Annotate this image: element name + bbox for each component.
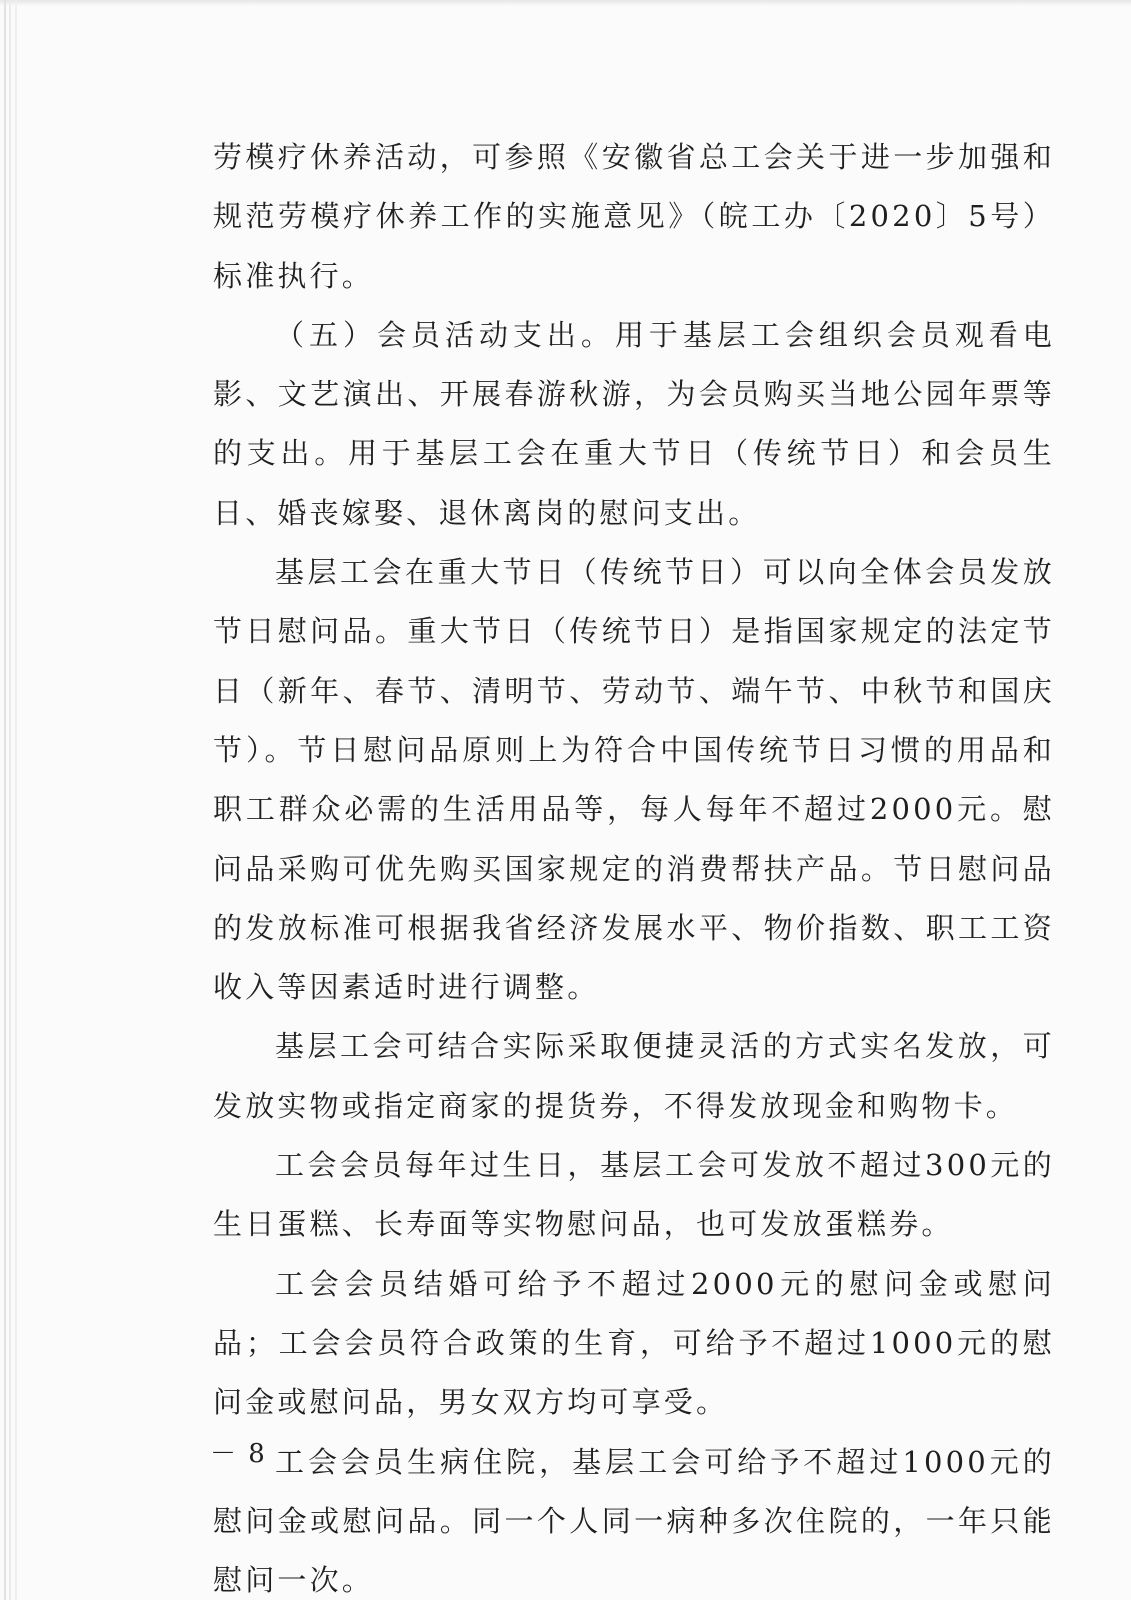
sheet-edge: [9, 0, 11, 1600]
paragraph: 工会会员每年过生日，基层工会可发放不超过300元的生日蛋糕、长寿面等实物慰问品，也可发放蛋糕券。: [213, 1148, 1055, 1242]
page-top-shadow: [0, 0, 1131, 6]
paragraph: 劳模疗休养活动，可参照《安徽省总工会关于进一步加强和规范劳模疗休养工作的实施意见》（皖工办〔2020〕5号）标准执行。: [213, 140, 1055, 293]
page-number: － 8 －: [210, 1439, 306, 1469]
paragraph: 工会会员结婚可给予不超过2000元的慰问金或慰问品；工会会员符合政策的生育，可给予不超过1000元的慰问金或慰问品，男女双方均可享受。: [213, 1266, 1055, 1420]
paragraph: 基层工会可结合实际采取便捷灵活的方式实名发放，可发放实物或指定商家的提货券，不得发放现金和购物卡。: [213, 1029, 1055, 1123]
sheet-edge: [15, 0, 17, 1600]
body-text: [213, 128, 1055, 1600]
paragraph: 基层工会在重大节日（传统节日）可以向全体会员发放节日慰问品。重大节日（传统节日）是指国家规定的法定节日（新年、春节、清明节、劳动节、端午节、中秋节和国庆节）。节日慰问品原则上为符合中国传统节日习惯的用品和职工群众必需的生活用品等，每人每年不超过2000元。慰问品采购可优先购买国家规定的消费帮扶产品。节日慰问品的发放标准可根据我省经济发展水平、物价指数、职工工资收入等因素适时进行调整。: [213, 555, 1055, 1005]
paragraph: （五）会员活动支出。用于基层工会组织会员观看电影、文艺演出、开展春游秋游，为会员购买当地公园年票等的支出。用于基层工会在重大节日（传统节日）和会员生日、婚丧嫁娶、退休离岗的慰问支出。: [213, 317, 1055, 530]
paragraph: 工会会员生病住院，基层工会可给予不超过1000元的慰问金或慰问品。同一个人同一病种多次住院的，一年只能慰问一次。: [213, 1444, 1055, 1598]
sheet-edge: [4, 0, 6, 1600]
